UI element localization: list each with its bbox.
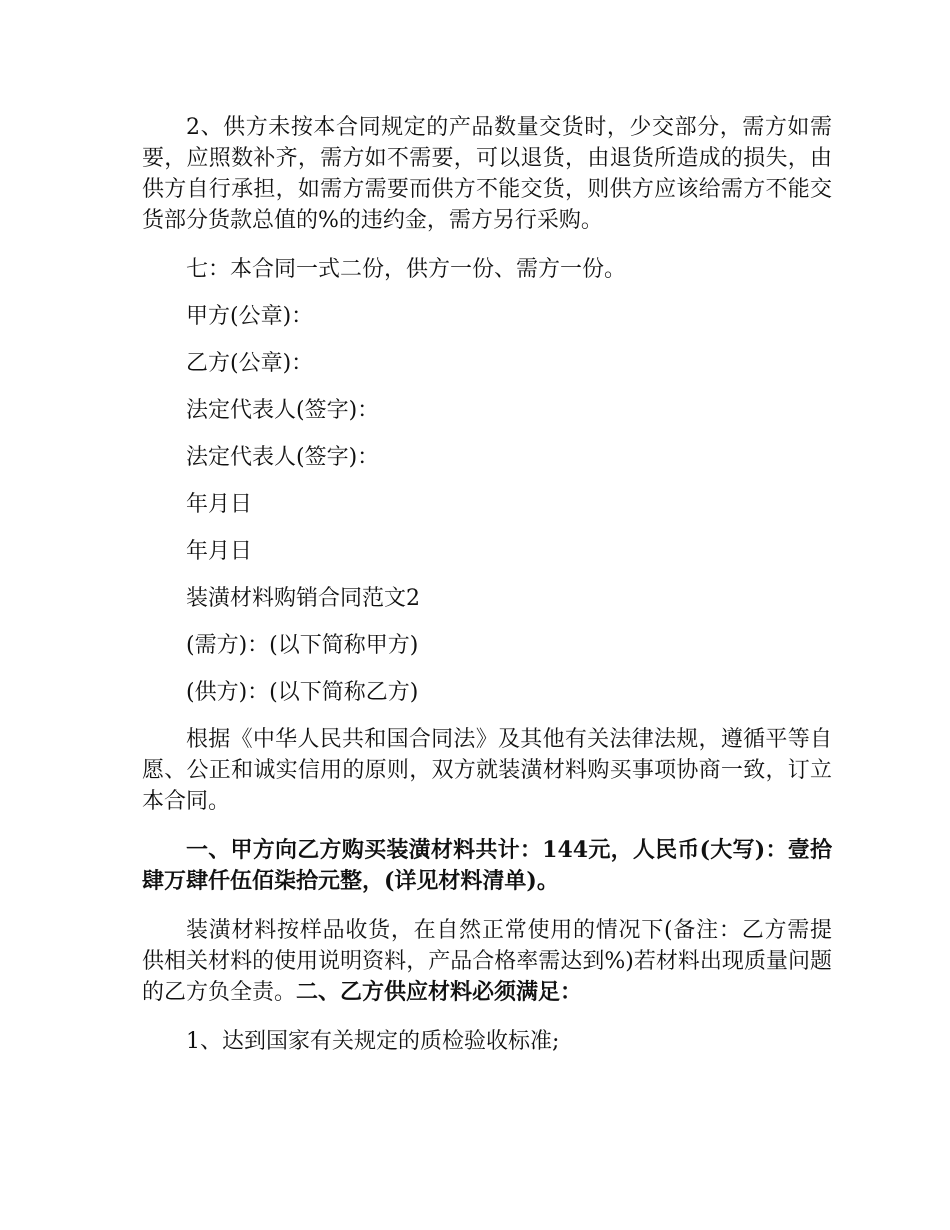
date-a: 年月日	[186, 492, 253, 517]
clause-two-heading: 二、乙方供应材料必须满足：	[296, 979, 583, 1005]
party-a-seal: 甲方(公章)：	[186, 304, 314, 329]
party-b-seal: 乙方(公章)：	[186, 351, 314, 376]
clause-two-item-one: 1、达到国家有关规定的质检验收标准;	[186, 1029, 560, 1054]
legal-rep-signature-a: 法定代表人(签字)：	[186, 398, 380, 423]
supplier-line: (供方)：(以下简称乙方)	[186, 680, 419, 705]
buyer-line: (需方)：(以下简称甲方)	[186, 633, 419, 658]
clause-quantity-shortfall: 2、供方未按本合同规定的产品数量交货时，少交部分，需方如需要，应照数补齐，需方如不需要，可以退货，由退货所造成的损失，由供方自行承担，如需方需要而供方不能交货，则供方应该给需方不能交货部分货款总值的%的违约金，需方另行采购。	[142, 115, 832, 233]
legal-rep-signature-b: 法定代表人(签字)：	[186, 445, 380, 470]
preamble-paragraph: 根据《中华人民共和国合同法》及其他有关法律法规，遵循平等自愿、公正和诚实信用的原则，双方就装潢材料购买事项协商一致，订立本合同。	[142, 727, 832, 814]
section-title: 装潢材料购销合同范文2	[186, 586, 420, 611]
document-body	[142, 112, 832, 1073]
quality-text: 装潢材料按样品收货，在自然正常使用的情况下(备注：乙方需提供相关材料的使用说明资料，产品合格率需达到%)若材料出现质量问题的乙方负全责。	[142, 918, 832, 1005]
date-b: 年月日	[186, 539, 253, 564]
quality-paragraph	[142, 915, 832, 1008]
clause-copies: 七：本合同一式二份，供方一份、需方一份。	[186, 257, 627, 282]
clause-one-purchase-total: 一、甲方向乙方购买装潢材料共计：144元，人民币(大写)：壹拾肆万肆仟伍佰柒拾元整，(详见材料清单)。	[142, 837, 832, 894]
